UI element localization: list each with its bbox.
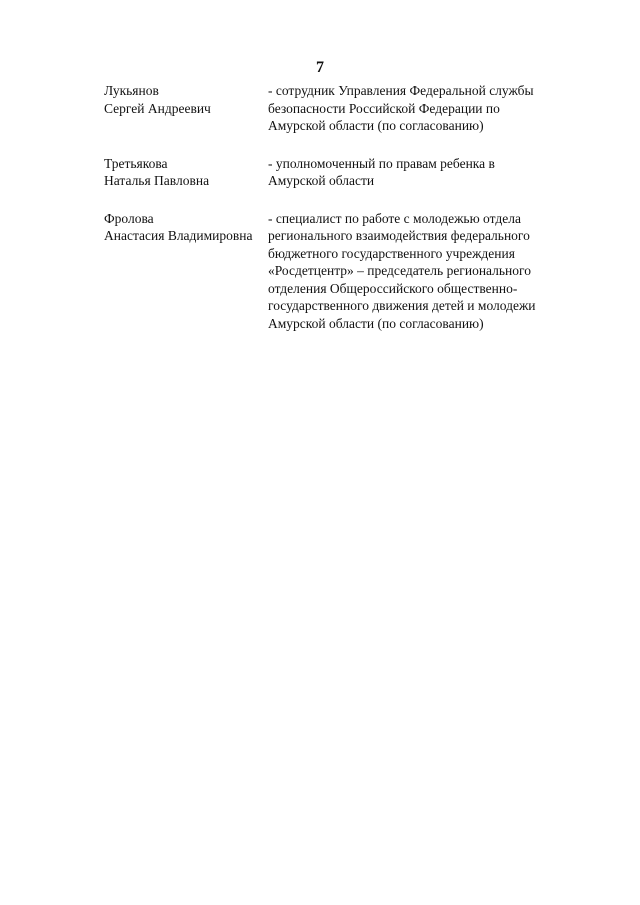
member-given-names: Анастасия Владимировна bbox=[104, 228, 253, 243]
member-entry bbox=[104, 82, 574, 135]
member-surname: Лукьянов bbox=[104, 83, 159, 98]
member-role-line: бюджетного государственного учреждения bbox=[268, 245, 515, 261]
member-role-line: - специалист по работе с молодежью отдела bbox=[268, 210, 521, 226]
member-name bbox=[104, 82, 268, 135]
member-given-names: Наталья Павловна bbox=[104, 173, 210, 188]
member-name bbox=[104, 210, 268, 333]
member-role-line: «Росдетцентр» – председатель регионального bbox=[268, 263, 531, 278]
member-name bbox=[104, 155, 268, 190]
member-given-names: Сергей Андреевич bbox=[104, 100, 211, 116]
member-surname: Третьякова bbox=[104, 155, 168, 171]
member-role-line: Амурской области bbox=[268, 173, 375, 188]
member-role-line: Амурской области (по согласованию) bbox=[268, 315, 484, 331]
member-role-line: Амурской области (по согласованию) bbox=[268, 118, 484, 133]
member-entry bbox=[104, 155, 574, 190]
member-role bbox=[268, 82, 574, 135]
page-number: 7 bbox=[316, 59, 324, 76]
member-role bbox=[268, 210, 574, 333]
member-surname: Фролова bbox=[104, 210, 154, 226]
member-role-line: безопасности Российской Федерации по bbox=[268, 100, 500, 116]
member-role-line: государственного движения детей и молодежи bbox=[268, 298, 536, 313]
member-entry bbox=[104, 210, 574, 333]
member-role-line: отделения Общероссийского общественно- bbox=[268, 280, 518, 296]
members-list bbox=[104, 82, 574, 352]
member-role bbox=[268, 155, 574, 190]
member-role-line: - уполномоченный по правам ребенка в bbox=[268, 155, 495, 171]
member-role-line: регионального взаимодействия федерального bbox=[268, 228, 530, 243]
member-role-line: - сотрудник Управления Федеральной службы bbox=[268, 83, 534, 98]
